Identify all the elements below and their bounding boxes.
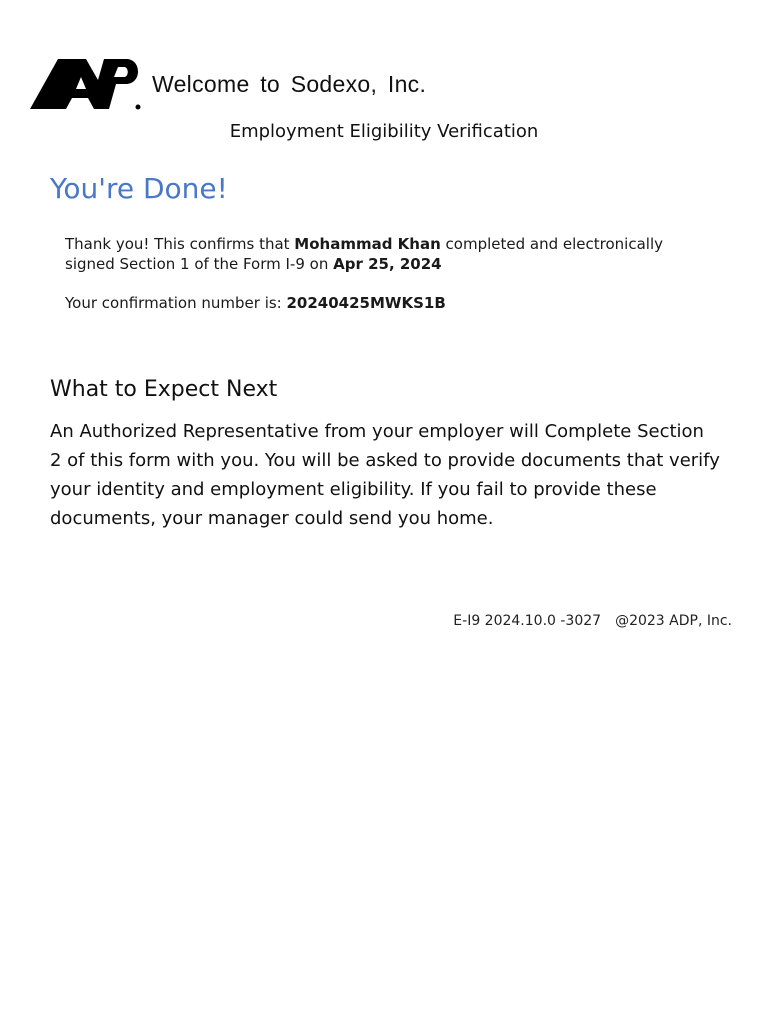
confirm-prefix: Thank you! This confirms that (65, 235, 295, 253)
copyright-text: @2023 ADP, Inc. (615, 613, 732, 629)
confirmation-number-line (65, 293, 446, 313)
done-title: You're Done! (50, 172, 228, 205)
adp-logo (30, 56, 142, 112)
signed-date: Apr 25, 2024 (333, 255, 442, 273)
next-steps-heading: What to Expect Next (50, 377, 278, 402)
employee-name: Mohammad Khan (294, 235, 441, 253)
confirmation-label: Your confirmation number is: (65, 294, 287, 312)
version-text: E-I9 2024.10.0 -3027 (453, 613, 602, 629)
confirmation-number: 20240425MWKS1B (286, 294, 446, 312)
welcome-heading: Welcome to Sodexo, Inc. (152, 71, 427, 97)
page-subtitle: Employment Eligibility Verification (229, 121, 539, 142)
next-steps-body: An Authorized Representative from your employer will Complete Section 2 of this form with you. You will be asked to provide documents that verify your identity and employment eligibility. If you fail to provide these documents, your manager could send you home. (50, 421, 720, 529)
confirmation-message (65, 234, 705, 274)
confirm-middle: completed and electronically signed Section 1 of the Form I-9 on (65, 235, 663, 273)
footer (453, 613, 732, 629)
adp-logo-icon (30, 56, 142, 112)
